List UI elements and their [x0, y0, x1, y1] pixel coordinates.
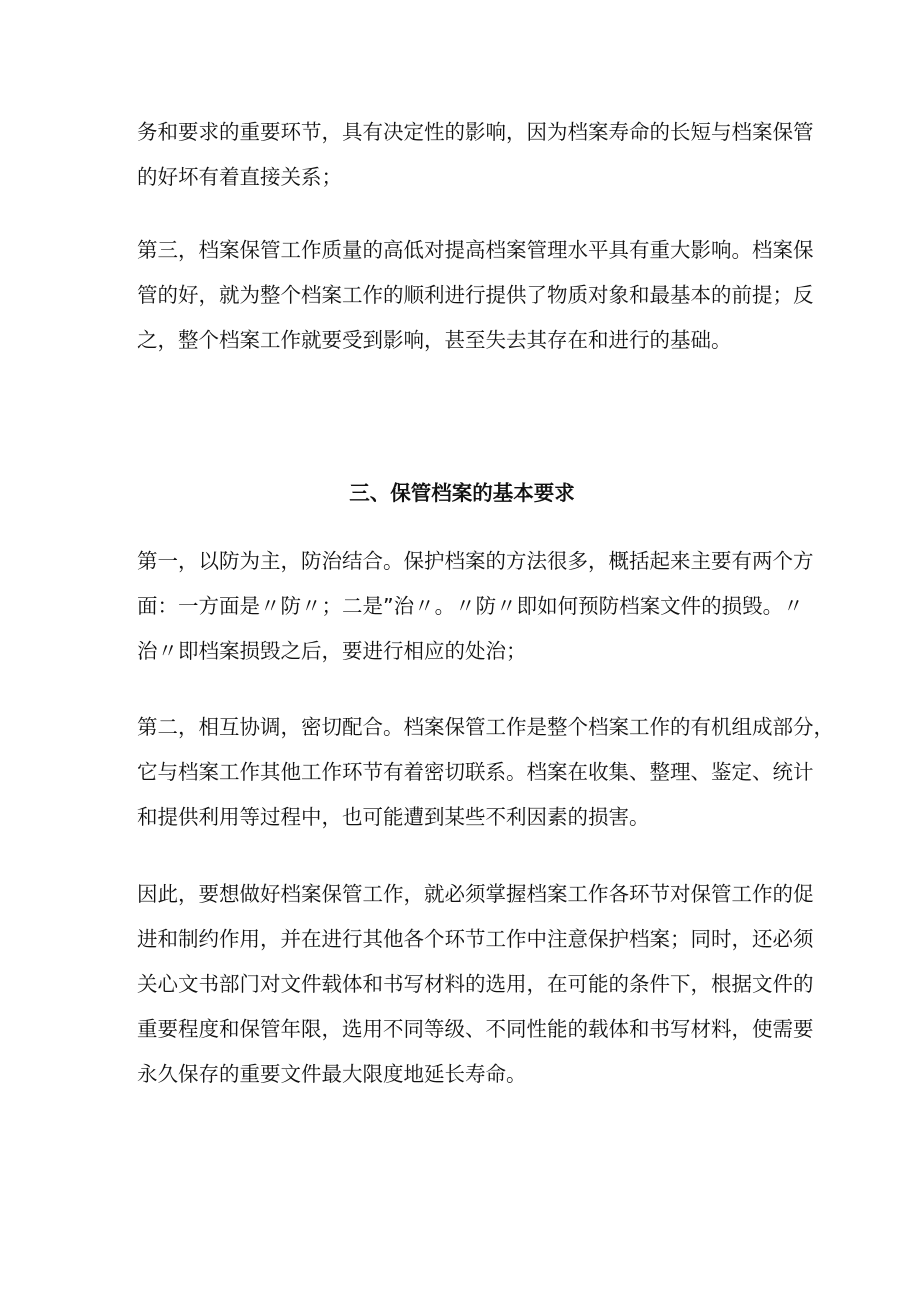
text-line: 它与档案工作其他工作环节有着密切联系。档案在收集、整理、鉴定、统计: [137, 760, 814, 784]
paragraph-requirement-one: [137, 539, 814, 674]
text-line: 之，整个档案工作就要受到影响，甚至失去其存在和进行的基础。: [137, 328, 732, 352]
section-heading: 三、保管档案的基本要求: [349, 481, 575, 505]
text-line: 重要程度和保管年限，选用不同等级、不同性能的载体和书写材料，使需要: [137, 1017, 814, 1041]
text-line: 第三，档案保管工作质量的高低对提高档案管理水平具有重大影响。档案保: [137, 238, 814, 262]
text-line: 因此，要想做好档案保管工作，就必须掌握档案工作各环节对保管工作的促: [137, 882, 814, 906]
text-line: 面：一方面是〃防〃；二是”治〃。〃防〃即如何预防档案文件的损毁。〃: [137, 594, 804, 618]
text-line: 治〃即档案损毁之后，要进行相应的处治；: [137, 639, 527, 663]
text-line: 进和制约作用，并在进行其他各个环节工作中注意保护档案；同时，还必须: [137, 927, 814, 951]
text-line: 和提供利用等过程中，也可能遭到某些不利因素的损害。: [137, 805, 650, 829]
text-line: 第一，以防为主，防治结合。保护档案的方法很多，概括起来主要有两个方: [137, 549, 814, 573]
text-line: 务和要求的重要环节，具有决定性的影响，因为档案寿命的长短与档案保管: [137, 120, 814, 144]
text-line: 第二，相互协调，密切配合。档案保管工作是整个档案工作的有机组成部分，: [137, 715, 834, 739]
text-line: 永久保存的重要文件最大限度地延长寿命。: [137, 1062, 527, 1086]
text-line: 管的好，就为整个档案工作的顺利进行提供了物质对象和最基本的前提；反: [137, 283, 814, 307]
text-line: 关心文书部门对文件载体和书写材料的选用，在可能的条件下，根据文件的: [137, 972, 814, 996]
text-line: 的好坏有着直接关系；: [137, 165, 342, 189]
paragraph-requirement-two: [137, 705, 834, 840]
paragraph-third-point: [137, 228, 814, 363]
paragraph-continuation: [137, 110, 814, 200]
paragraph-conclusion: [137, 872, 814, 1097]
